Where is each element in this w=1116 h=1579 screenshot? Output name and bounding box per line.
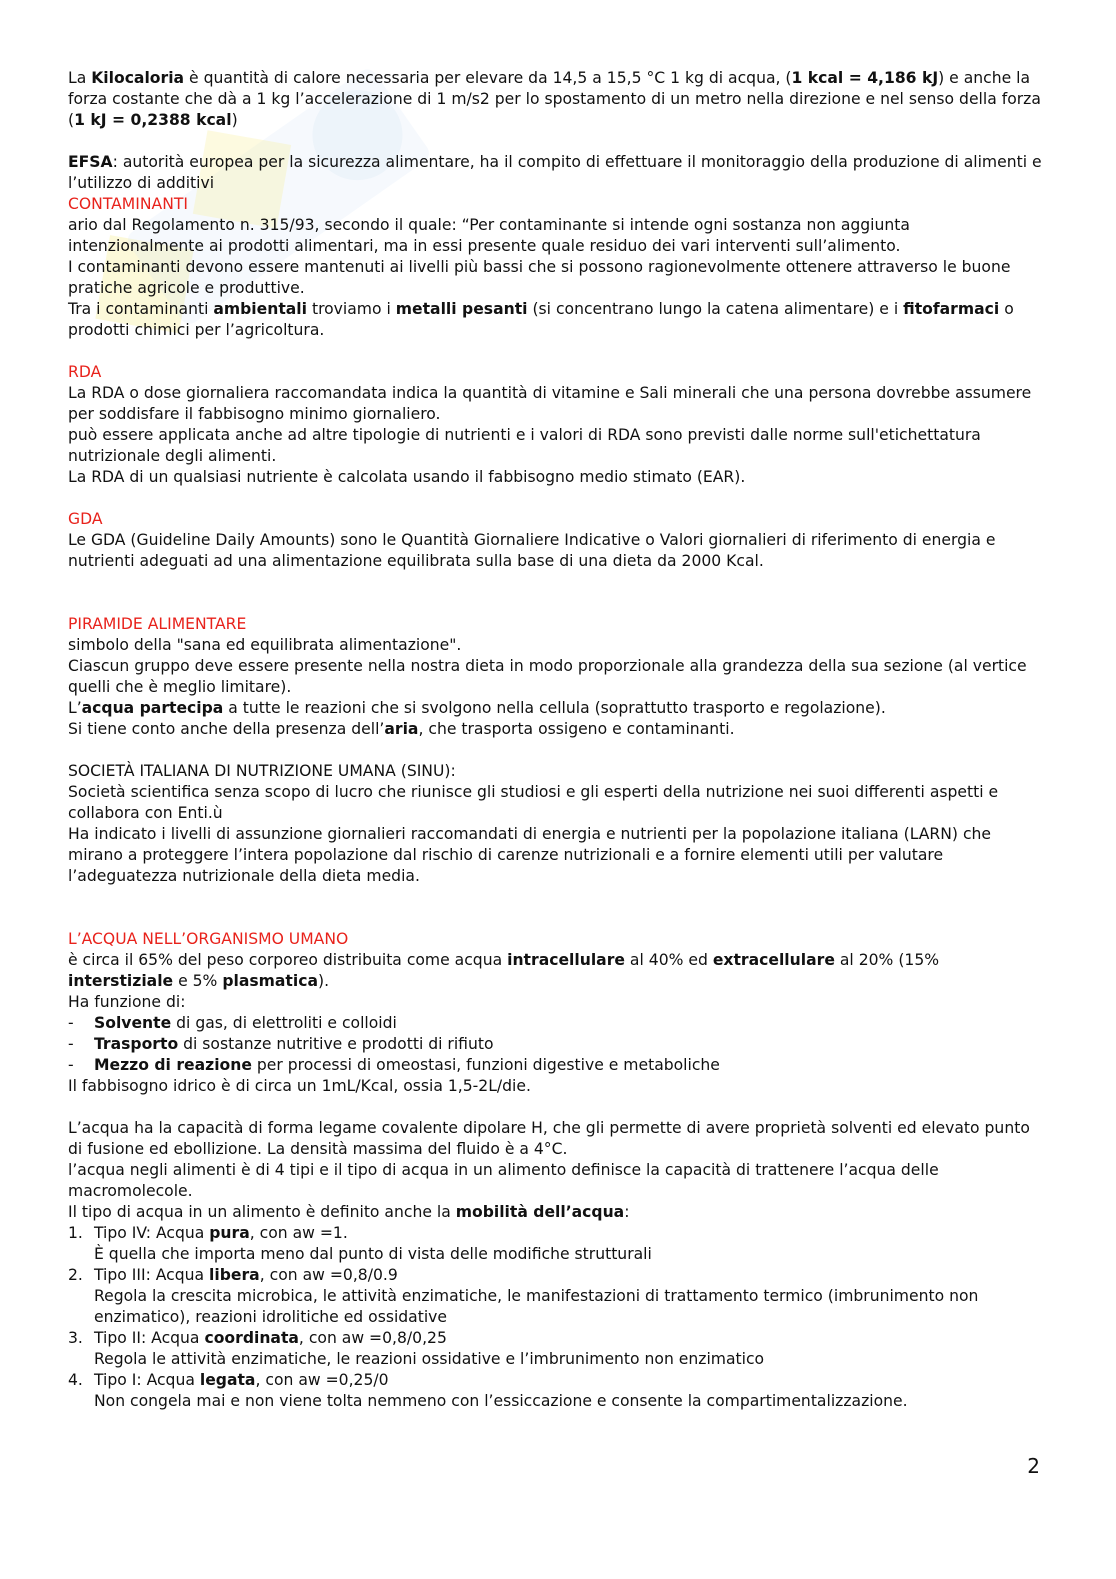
bold-term: acqua partecipa bbox=[81, 699, 224, 717]
text: al 40% ed bbox=[624, 951, 713, 969]
bold-term: plasmatica bbox=[222, 972, 318, 990]
bold-term: mobilità dell’acqua bbox=[455, 1203, 625, 1221]
document-page bbox=[68, 68, 1046, 1412]
text: Tra i contaminanti bbox=[68, 300, 214, 318]
text: di gas, di elettroliti e colloidi bbox=[171, 1014, 397, 1032]
item-number: 4. bbox=[68, 1371, 83, 1389]
sinu-p1: Società scientifica senza scopo di lucro che riunisce gli studiosi e gli esperti della nutrizione nei suoi differenti aspetti e collabora con Enti.ù bbox=[68, 783, 999, 822]
text: o prodotti chimici per l’agricoltura. bbox=[68, 300, 1014, 339]
item-description: Non congela mai e non viene tolta nemmeno con l’essiccazione e consente la compartimentalizzazione. bbox=[94, 1392, 908, 1410]
bold-term: intracellulare bbox=[507, 951, 625, 969]
heading-contaminanti: CONTAMINANTI bbox=[68, 195, 188, 213]
bold-term: EFSA bbox=[68, 153, 113, 171]
bold-term: aria bbox=[384, 720, 419, 738]
efsa-paragraph bbox=[68, 152, 1046, 194]
bold-term: Trasporto bbox=[94, 1035, 179, 1053]
list-item-text bbox=[94, 1013, 397, 1034]
rda-p3: La RDA di un qualsiasi nutriente è calcolata usando il fabbisogno medio stimato (EAR). bbox=[68, 468, 746, 486]
text: per processi di omeostasi, funzioni digestive e metaboliche bbox=[251, 1056, 720, 1074]
bold-term: extracellulare bbox=[712, 951, 835, 969]
text: Tipo I: Acqua bbox=[94, 1371, 200, 1389]
piramide-p3 bbox=[68, 698, 1046, 719]
item-text bbox=[94, 1370, 389, 1391]
bold-term: legata bbox=[199, 1371, 256, 1389]
text: Tipo III: Acqua bbox=[94, 1266, 210, 1284]
piramide-p1: simbolo della "sana ed equilibrata alimentazione". bbox=[68, 636, 462, 654]
contaminanti-p1: ario dal Regolamento n. 315/93, secondo il quale: “Per contaminante si intende ogni sostanza non aggiunta intenzionalmente ai prodotti alimentari, ma in essi presente quale residuo dei vari interventi sull’alimento. bbox=[68, 216, 910, 255]
item-number: 3. bbox=[68, 1329, 83, 1347]
dash-bullet: - bbox=[68, 1035, 74, 1053]
bold-term: pura bbox=[209, 1224, 250, 1242]
text: di sostanze nutritive e prodotti di rifiuto bbox=[178, 1035, 494, 1053]
item-description: È quella che importa meno dal punto di vista delle modifiche strutturali bbox=[94, 1245, 652, 1263]
list-item bbox=[68, 1055, 1046, 1076]
bold-term: 1 kcal = 4,186 kJ bbox=[791, 69, 939, 87]
kcal-paragraph bbox=[68, 68, 1046, 131]
text: e 5% bbox=[173, 972, 223, 990]
numbered-item bbox=[68, 1370, 1046, 1391]
dash-bullet: - bbox=[68, 1056, 74, 1074]
bold-term: libera bbox=[209, 1266, 260, 1284]
item-description: Regola le attività enzimatiche, le reazioni ossidative e l’imbrunimento non enzimatico bbox=[94, 1350, 765, 1368]
text: è circa il 65% del peso corporeo distribuita come acqua bbox=[68, 951, 508, 969]
text: L’ bbox=[68, 699, 82, 717]
bold-term: fitofarmaci bbox=[903, 300, 1000, 318]
list-item-text bbox=[94, 1034, 494, 1055]
text: ) e anche la forza costante che dà a 1 kg l’accelerazione di 1 m/s2 per lo spostamento di un metro nella direzione e nel senso della forza ( bbox=[68, 69, 1041, 129]
acqua-p3: Il fabbisogno idrico è di circa un 1mL/Kcal, ossia 1,5-2L/die. bbox=[68, 1077, 531, 1095]
dash-bullet: - bbox=[68, 1014, 74, 1032]
gda-p1: Le GDA (Guideline Daily Amounts) sono le Quantità Giornaliere Indicative o Valori giornalieri di riferimento di energia e nutrienti adeguati ad una alimentazione equilibrata sulla base di una dieta da 2000 Kcal. bbox=[68, 531, 996, 570]
text: , con aw =0,25/0 bbox=[255, 1371, 389, 1389]
bold-term: coordinata bbox=[204, 1329, 299, 1347]
text: Tipo IV: Acqua bbox=[94, 1224, 210, 1242]
numbered-item bbox=[68, 1265, 1046, 1286]
rda-p2: può essere applicata anche ad altre tipologie di nutrienti e i valori di RDA sono previsti dalle norme sull'etichettatura nutrizionale degli alimenti. bbox=[68, 426, 981, 465]
bold-term: ambientali bbox=[213, 300, 307, 318]
item-number: 1. bbox=[68, 1224, 83, 1242]
contaminanti-p3 bbox=[68, 299, 1046, 341]
list-item bbox=[68, 1034, 1046, 1055]
heading-rda: RDA bbox=[68, 363, 102, 381]
text: , con aw =0,8/0,25 bbox=[298, 1329, 447, 1347]
bold-term: Mezzo di reazione bbox=[94, 1056, 252, 1074]
text: ). bbox=[317, 972, 330, 990]
acqua-p1 bbox=[68, 950, 1046, 992]
text: ) bbox=[231, 111, 238, 129]
list-item-text bbox=[94, 1055, 720, 1076]
numbered-item bbox=[68, 1328, 1046, 1349]
acqua-p5: l’acqua negli alimenti è di 4 tipi e il tipo di acqua in un alimento definisce la capacità di trattenere l’acqua delle macromolecole. bbox=[68, 1161, 939, 1200]
bold-term: metalli pesanti bbox=[395, 300, 528, 318]
acqua-p2: Ha funzione di: bbox=[68, 993, 186, 1011]
text: al 20% (15% bbox=[834, 951, 940, 969]
bold-term: interstiziale bbox=[68, 972, 174, 990]
text: , con aw =1. bbox=[249, 1224, 348, 1242]
item-text bbox=[94, 1265, 398, 1286]
item-description: Regola la crescita microbica, le attività enzimatiche, le manifestazioni di trattamento termico (imbrunimento non enzimatico), reazioni idrolitiche ed ossidative bbox=[94, 1287, 979, 1326]
acqua-p6 bbox=[68, 1202, 1046, 1223]
heading-gda: GDA bbox=[68, 510, 103, 528]
numbered-item bbox=[68, 1223, 1046, 1244]
list-item bbox=[68, 1013, 1046, 1034]
page-number: 2 bbox=[1027, 1454, 1040, 1478]
text: , che trasporta ossigeno e contaminanti. bbox=[418, 720, 735, 738]
item-text bbox=[94, 1223, 348, 1244]
bold-term: 1 kJ = 0,2388 kcal bbox=[74, 111, 232, 129]
text: La bbox=[68, 69, 92, 87]
text: a tutte le reazioni che si svolgono nella cellula (soprattutto trasporto e regolazione). bbox=[223, 699, 886, 717]
text: Si tiene conto anche della presenza dell’ bbox=[68, 720, 385, 738]
bold-term: Solvente bbox=[94, 1014, 172, 1032]
text: (si concentrano lungo la catena alimentare) e i bbox=[527, 300, 904, 318]
text: Il tipo di acqua in un alimento è definito anche la bbox=[68, 1203, 456, 1221]
text: è quantità di calore necessaria per elevare da 14,5 a 15,5 °C 1 kg di acqua, ( bbox=[184, 69, 792, 87]
heading-sinu: SOCIETÀ ITALIANA DI NUTRIZIONE UMANA (SINU): bbox=[68, 762, 456, 780]
heading-acqua: L’ACQUA NELL’ORGANISMO UMANO bbox=[68, 930, 349, 948]
text: : bbox=[624, 1203, 630, 1221]
contaminanti-p2: I contaminanti devono essere mantenuti ai livelli più bassi che si possono ragionevolmente ottenere attraverso le buone pratiche agricole e produttive. bbox=[68, 258, 1011, 297]
sinu-p2: Ha indicato i livelli di assunzione giornalieri raccomandati di energia e nutrienti per la popolazione italiana (LARN) che mirano a proteggere l’intera popolazione dal rischio di carenze nutrizionali e a fornire elementi utili per valutare l’adeguatezza nutrizionale della dieta media. bbox=[68, 825, 992, 885]
text: troviamo i bbox=[307, 300, 396, 318]
text: , con aw =0,8/0.9 bbox=[259, 1266, 398, 1284]
rda-p1: La RDA o dose giornaliera raccomandata indica la quantità di vitamine e Sali minerali che una persona dovrebbe assumere per soddisfare il fabbisogno minimo giornaliero. bbox=[68, 384, 1032, 423]
acqua-p4: L’acqua ha la capacità di forma legame covalente dipolare H, che gli permette di avere proprietà solventi ed elevato punto di fusione ed ebollizione. La densità massima del fluido è a 4°C. bbox=[68, 1119, 1030, 1158]
piramide-p4 bbox=[68, 719, 1046, 740]
text: Tipo II: Acqua bbox=[94, 1329, 205, 1347]
piramide-p2: Ciascun gruppo deve essere presente nella nostra dieta in modo proporzionale alla grandezza della sua sezione (al vertice quelli che è meglio limitare). bbox=[68, 657, 1027, 696]
text: : autorità europea per la sicurezza alimentare, ha il compito di effettuare il monitoraggio della produzione di alimenti e l’utilizzo di additivi bbox=[68, 153, 1042, 192]
heading-piramide: PIRAMIDE ALIMENTARE bbox=[68, 615, 247, 633]
item-number: 2. bbox=[68, 1266, 83, 1284]
item-text bbox=[94, 1328, 447, 1349]
bold-term: Kilocaloria bbox=[91, 69, 185, 87]
